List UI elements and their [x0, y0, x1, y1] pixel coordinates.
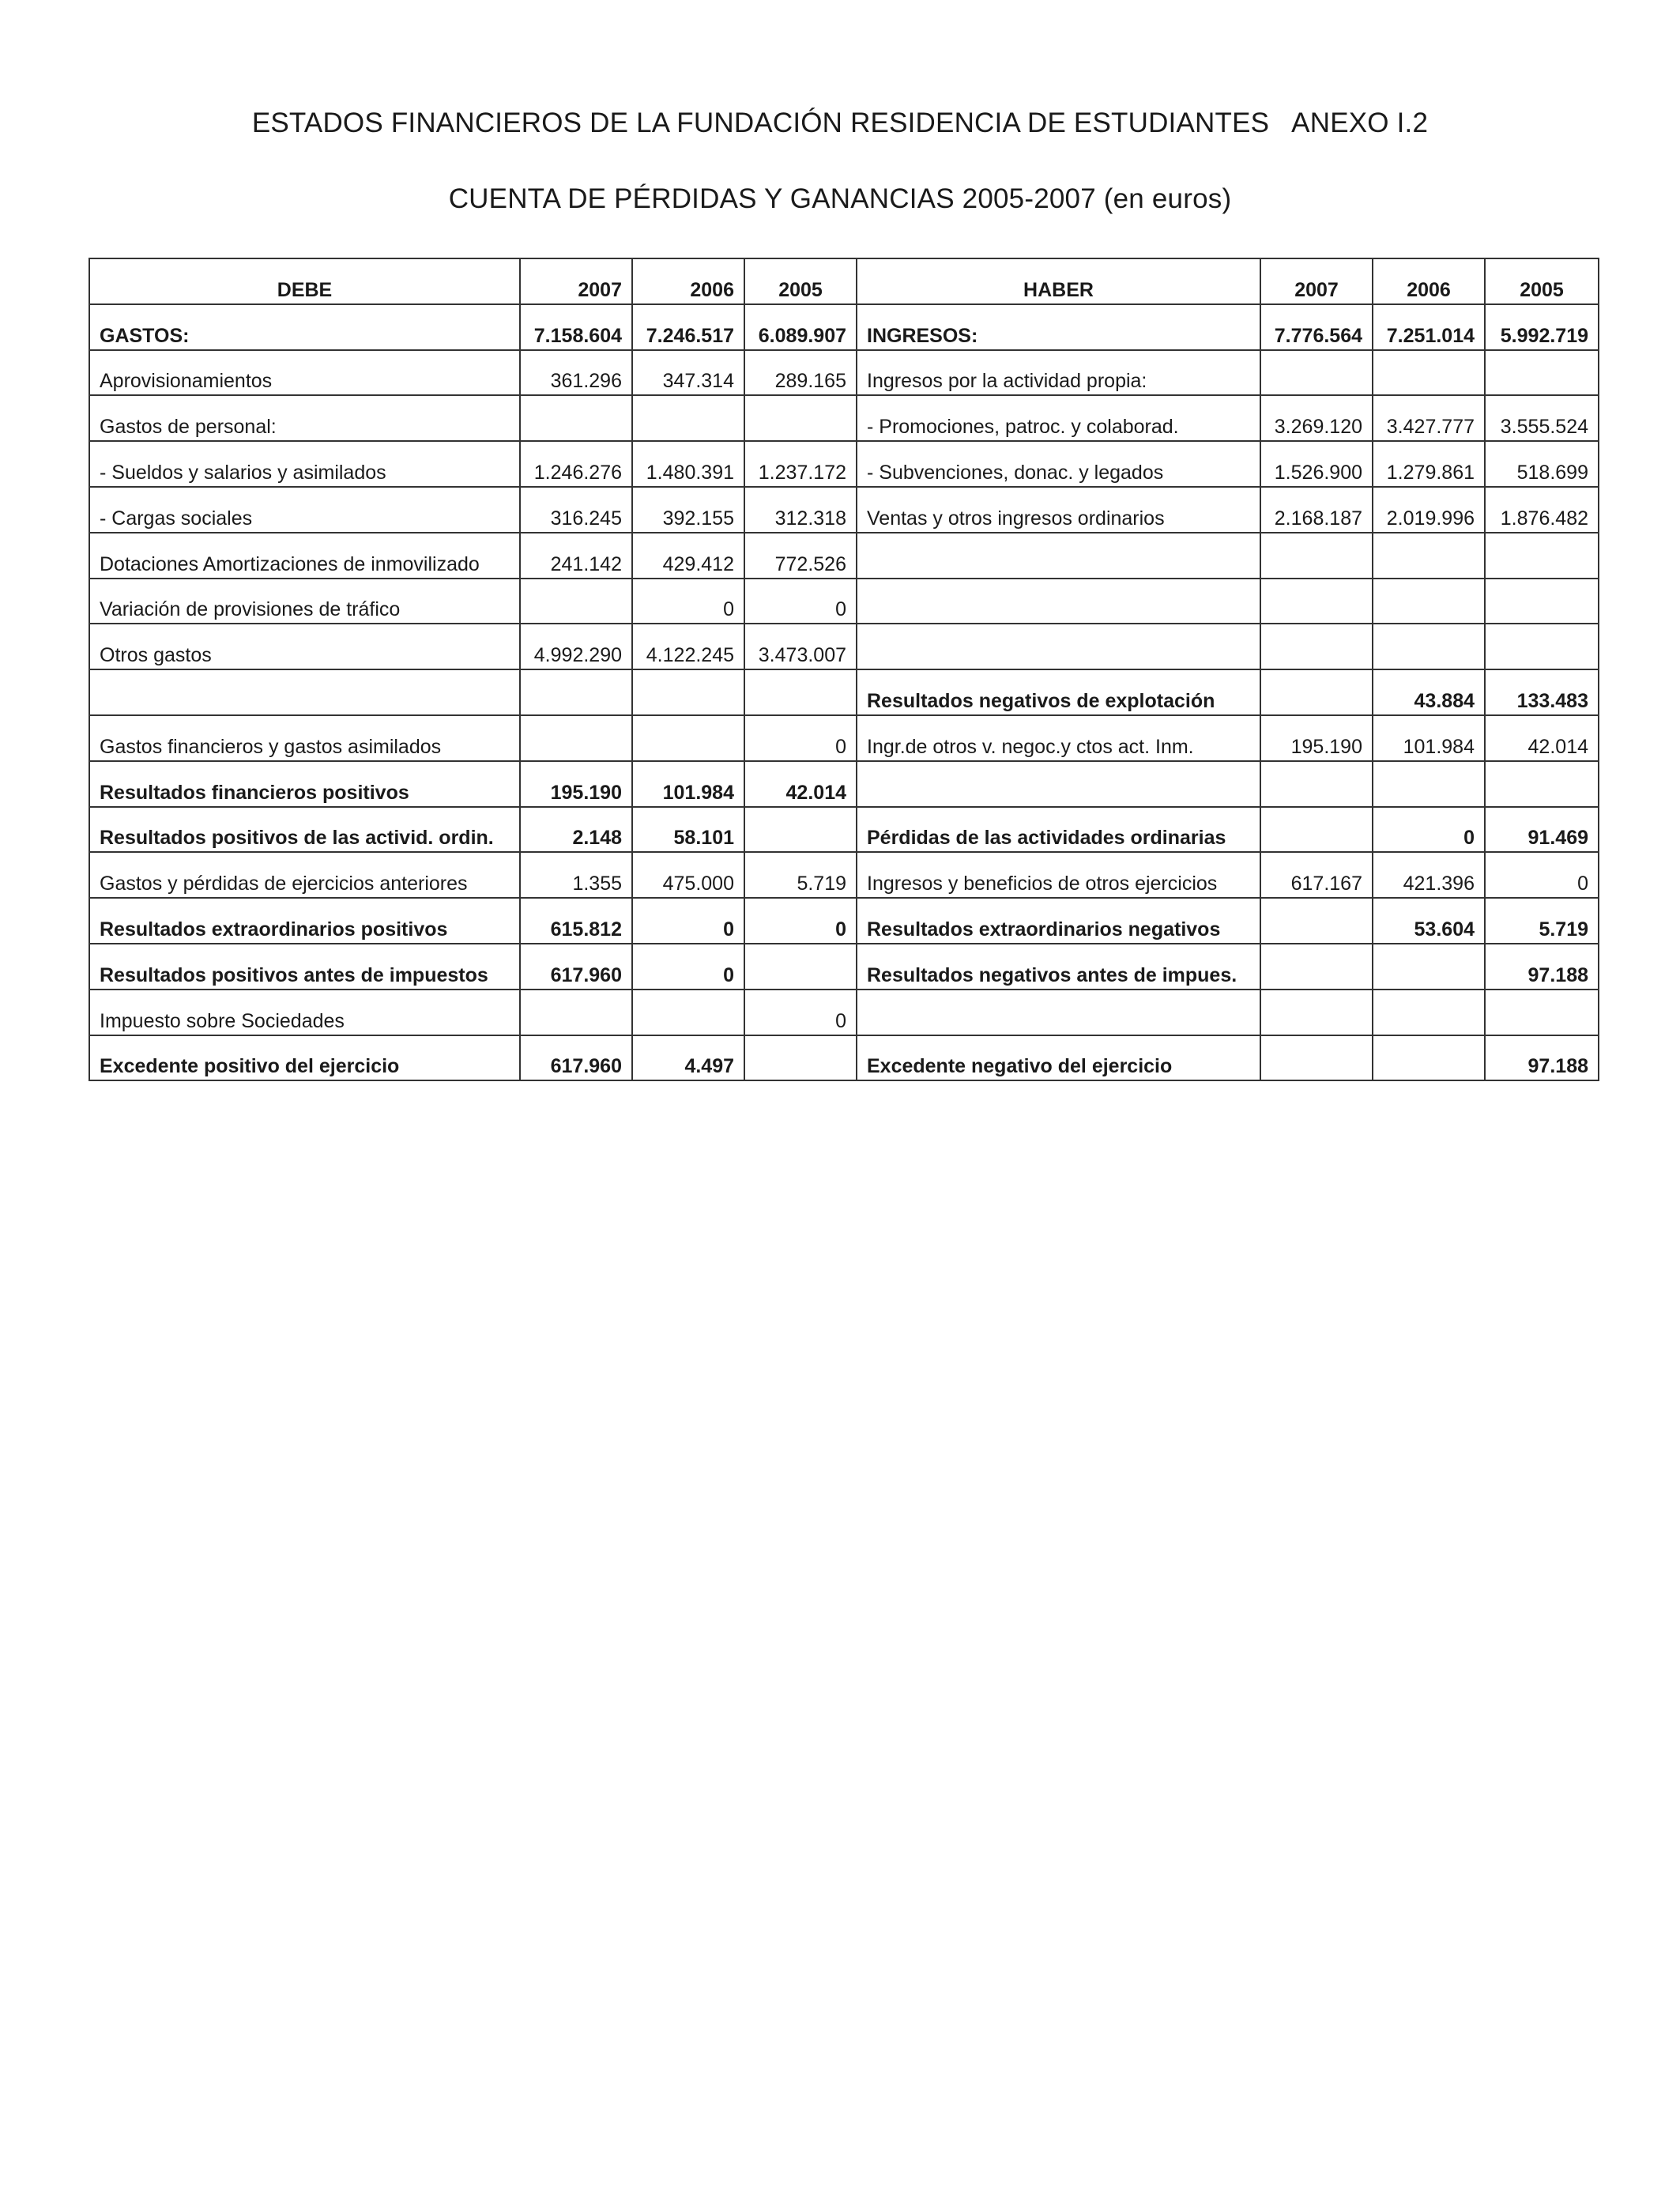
haber-value-cell: 53.604 — [1373, 898, 1485, 944]
haber-value-cell: 2.168.187 — [1260, 487, 1373, 533]
haber-value-cell — [1260, 533, 1373, 579]
haber-value-cell: 421.396 — [1373, 852, 1485, 898]
haber-value-cell: 5.992.719 — [1485, 304, 1599, 350]
table-row — [89, 624, 1599, 669]
haber-value-cell: 97.188 — [1485, 944, 1599, 990]
haber-label — [857, 533, 1260, 579]
debe-value-cell: 615.812 — [520, 898, 632, 944]
haber-value-cell: 3.427.777 — [1373, 395, 1485, 441]
haber-label — [857, 990, 1260, 1035]
haber-label: INGRESOS: — [857, 304, 1260, 350]
haber-value-cell — [1373, 761, 1485, 807]
debe-value-cell: 347.314 — [632, 350, 744, 396]
debe-value-cell: 617.960 — [520, 944, 632, 990]
debe-value-cell — [520, 395, 632, 441]
haber-value-cell: 617.167 — [1260, 852, 1373, 898]
debe-label: Resultados positivos antes de impuestos — [89, 944, 520, 990]
debe-value-cell: 392.155 — [632, 487, 744, 533]
debe-value-cell: 429.412 — [632, 533, 744, 579]
debe-label: Resultados financieros positivos — [89, 761, 520, 807]
debe-value-cell — [520, 669, 632, 715]
debe-value-cell: 7.246.517 — [632, 304, 744, 350]
debe-label: Variación de provisiones de tráfico — [89, 579, 520, 624]
debe-label: Gastos de personal: — [89, 395, 520, 441]
haber-value-cell: 7.251.014 — [1373, 304, 1485, 350]
debe-label: Gastos y pérdidas de ejercicios anteriores — [89, 852, 520, 898]
debe-value-cell: 0 — [632, 579, 744, 624]
haber-label: Ventas y otros ingresos ordinarios — [857, 487, 1260, 533]
debe-value-cell: 361.296 — [520, 350, 632, 396]
haber-value-cell: 101.984 — [1373, 715, 1485, 761]
debe-label: Gastos financieros y gastos asimilados — [89, 715, 520, 761]
haber-value-cell — [1485, 761, 1599, 807]
debe-value-cell: 316.245 — [520, 487, 632, 533]
table-row — [89, 990, 1599, 1035]
haber-value-cell — [1485, 533, 1599, 579]
haber-value-cell — [1260, 761, 1373, 807]
haber-label: Ingresos por la actividad propia: — [857, 350, 1260, 396]
debe-value-cell: 5.719 — [744, 852, 857, 898]
debe-value-cell: 0 — [744, 715, 857, 761]
haber-value-cell: 1.526.900 — [1260, 441, 1373, 487]
profit-loss-table — [89, 258, 1599, 1081]
debe-value-cell: 1.355 — [520, 852, 632, 898]
haber-label: Ingresos y beneficios de otros ejercicios — [857, 852, 1260, 898]
haber-label: Resultados negativos antes de impues. — [857, 944, 1260, 990]
table-row — [89, 487, 1599, 533]
table-row — [89, 898, 1599, 944]
debe-label: Resultados positivos de las activid. ordin. — [89, 807, 520, 853]
header-haber-year: 2007 — [1260, 258, 1373, 304]
table-row — [89, 761, 1599, 807]
debe-label: - Cargas sociales — [89, 487, 520, 533]
debe-value-cell — [520, 579, 632, 624]
debe-value-cell — [744, 395, 857, 441]
debe-value-cell: 6.089.907 — [744, 304, 857, 350]
haber-label — [857, 579, 1260, 624]
debe-value-cell: 1.480.391 — [632, 441, 744, 487]
debe-value-cell: 0 — [632, 944, 744, 990]
debe-label: GASTOS: — [89, 304, 520, 350]
header-debe-year: 2005 — [744, 258, 857, 304]
table-row — [89, 350, 1599, 396]
debe-value-cell: 3.473.007 — [744, 624, 857, 669]
header-haber: HABER — [857, 258, 1260, 304]
haber-value-cell: 133.483 — [1485, 669, 1599, 715]
haber-value-cell — [1260, 944, 1373, 990]
debe-value-cell: 1.237.172 — [744, 441, 857, 487]
haber-value-cell: 1.279.861 — [1373, 441, 1485, 487]
debe-label: Impuesto sobre Sociedades — [89, 990, 520, 1035]
haber-value-cell: 3.269.120 — [1260, 395, 1373, 441]
haber-label: Pérdidas de las actividades ordinarias — [857, 807, 1260, 853]
table-row — [89, 944, 1599, 990]
debe-value-cell: 0 — [744, 990, 857, 1035]
haber-value-cell: 0 — [1485, 852, 1599, 898]
debe-value-cell: 617.960 — [520, 1035, 632, 1081]
table-row — [89, 852, 1599, 898]
table-header-row — [89, 258, 1599, 304]
debe-label — [89, 669, 520, 715]
haber-label: - Subvenciones, donac. y legados — [857, 441, 1260, 487]
debe-value-cell: 289.165 — [744, 350, 857, 396]
table-row — [89, 533, 1599, 579]
debe-label: Resultados extraordinarios positivos — [89, 898, 520, 944]
haber-value-cell: 42.014 — [1485, 715, 1599, 761]
haber-value-cell — [1260, 624, 1373, 669]
haber-value-cell — [1485, 350, 1599, 396]
haber-value-cell: 91.469 — [1485, 807, 1599, 853]
debe-value-cell — [632, 990, 744, 1035]
haber-value-cell — [1485, 624, 1599, 669]
debe-label: Dotaciones Amortizaciones de inmovilizado — [89, 533, 520, 579]
haber-value-cell: 1.876.482 — [1485, 487, 1599, 533]
haber-value-cell — [1373, 1035, 1485, 1081]
document-subtitle: CUENTA DE PÉRDIDAS Y GANANCIAS 2005-2007 (en euros) — [448, 183, 1232, 214]
debe-value-cell: 2.148 — [520, 807, 632, 853]
debe-value-cell — [632, 715, 744, 761]
debe-value-cell — [744, 807, 857, 853]
haber-value-cell — [1373, 624, 1485, 669]
document-title-text: ESTADOS FINANCIEROS DE LA FUNDACIÓN RESIDENCIA DE ESTUDIANTES — [251, 107, 1270, 138]
table-row — [89, 441, 1599, 487]
debe-value-cell — [632, 395, 744, 441]
header-debe-year: 2006 — [632, 258, 744, 304]
haber-value-cell: 0 — [1373, 807, 1485, 853]
debe-label: Otros gastos — [89, 624, 520, 669]
header-debe: DEBE — [89, 258, 520, 304]
haber-value-cell: 2.019.996 — [1373, 487, 1485, 533]
debe-label: Excedente positivo del ejercicio — [89, 1035, 520, 1081]
table-row — [89, 304, 1599, 350]
haber-value-cell — [1260, 990, 1373, 1035]
debe-value-cell: 7.158.604 — [520, 304, 632, 350]
debe-value-cell — [520, 715, 632, 761]
debe-label: - Sueldos y salarios y asimilados — [89, 441, 520, 487]
header-haber-year: 2005 — [1485, 258, 1599, 304]
haber-value-cell — [1260, 350, 1373, 396]
debe-value-cell: 0 — [744, 898, 857, 944]
haber-label — [857, 624, 1260, 669]
debe-value-cell: 241.142 — [520, 533, 632, 579]
haber-value-cell — [1260, 1035, 1373, 1081]
debe-value-cell: 312.318 — [744, 487, 857, 533]
haber-value-cell — [1485, 579, 1599, 624]
table-row — [89, 715, 1599, 761]
haber-label: - Promociones, patroc. y colaborad. — [857, 395, 1260, 441]
debe-value-cell: 475.000 — [632, 852, 744, 898]
debe-value-cell — [744, 669, 857, 715]
haber-value-cell: 7.776.564 — [1260, 304, 1373, 350]
table-row — [89, 807, 1599, 853]
debe-value-cell: 4.497 — [632, 1035, 744, 1081]
haber-value-cell — [1260, 669, 1373, 715]
table-row — [89, 395, 1599, 441]
debe-label: Aprovisionamientos — [89, 350, 520, 396]
document-title — [0, 107, 1680, 139]
haber-value-cell: 195.190 — [1260, 715, 1373, 761]
debe-value-cell: 0 — [632, 898, 744, 944]
haber-label: Resultados extraordinarios negativos — [857, 898, 1260, 944]
haber-value-cell — [1373, 350, 1485, 396]
annex-label: ANEXO I.2 — [1291, 107, 1429, 138]
debe-value-cell: 101.984 — [632, 761, 744, 807]
haber-value-cell: 43.884 — [1373, 669, 1485, 715]
table-row — [89, 579, 1599, 624]
haber-value-cell — [1260, 807, 1373, 853]
haber-value-cell: 97.188 — [1485, 1035, 1599, 1081]
header-debe-year: 2007 — [520, 258, 632, 304]
debe-value-cell: 195.190 — [520, 761, 632, 807]
haber-value-cell — [1485, 990, 1599, 1035]
header-haber-year: 2006 — [1373, 258, 1485, 304]
debe-value-cell: 58.101 — [632, 807, 744, 853]
debe-value-cell: 42.014 — [744, 761, 857, 807]
haber-value-cell — [1260, 579, 1373, 624]
table-row — [89, 1035, 1599, 1081]
haber-label: Resultados negativos de explotación — [857, 669, 1260, 715]
debe-value-cell: 1.246.276 — [520, 441, 632, 487]
haber-value-cell: 3.555.524 — [1485, 395, 1599, 441]
debe-value-cell — [744, 944, 857, 990]
haber-value-cell — [1373, 579, 1485, 624]
debe-value-cell: 772.526 — [744, 533, 857, 579]
haber-value-cell — [1373, 990, 1485, 1035]
haber-value-cell: 5.719 — [1485, 898, 1599, 944]
haber-label: Excedente negativo del ejercicio — [857, 1035, 1260, 1081]
debe-value-cell — [744, 1035, 857, 1081]
haber-value-cell — [1373, 533, 1485, 579]
debe-value-cell: 4.992.290 — [520, 624, 632, 669]
haber-label: Ingr.de otros v. negoc.y ctos act. Inm. — [857, 715, 1260, 761]
haber-value-cell — [1260, 898, 1373, 944]
debe-value-cell — [520, 990, 632, 1035]
debe-value-cell — [632, 669, 744, 715]
debe-value-cell: 0 — [744, 579, 857, 624]
haber-value-cell — [1373, 944, 1485, 990]
debe-value-cell: 4.122.245 — [632, 624, 744, 669]
haber-label — [857, 761, 1260, 807]
table-row — [89, 669, 1599, 715]
haber-value-cell: 518.699 — [1485, 441, 1599, 487]
